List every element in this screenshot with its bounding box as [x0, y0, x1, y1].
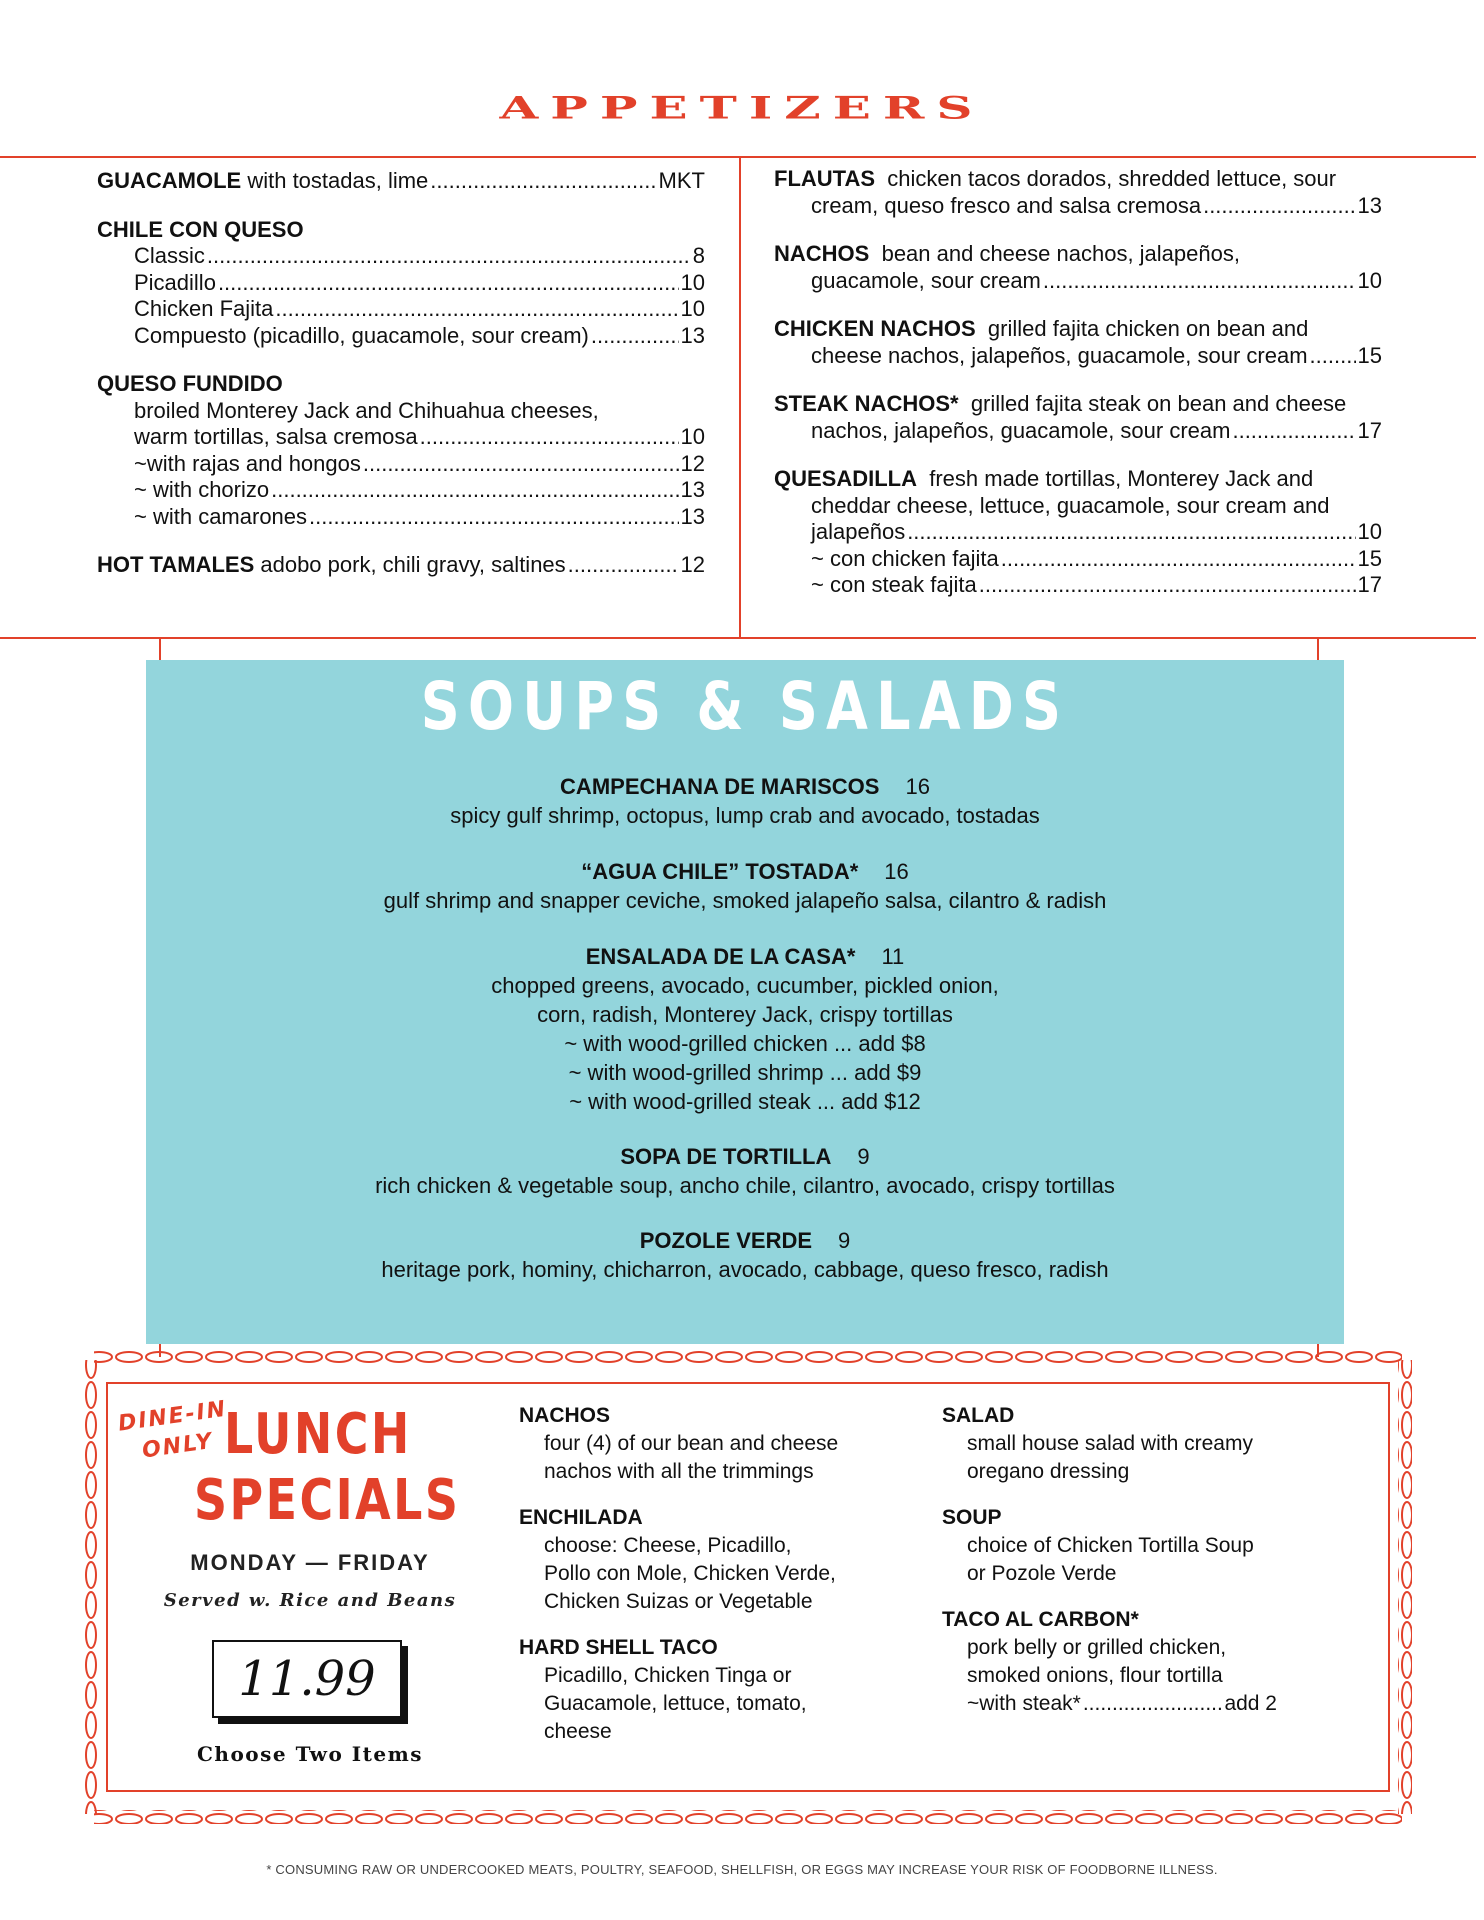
- item-desc: pork belly or grilled chicken,: [967, 1636, 1227, 1659]
- lunch-item-nachos: [519, 1402, 899, 1486]
- item-price: 16: [884, 859, 909, 884]
- item-desc: fresh made tortillas, Monterey Jack and: [929, 466, 1314, 491]
- item-option: Chicken Fajita ..... 10: [134, 296, 705, 323]
- menu-item-nachos: [774, 241, 1382, 294]
- lunch-right-column: [942, 1402, 1322, 1736]
- lunch-served-with: Served w. Rice and Beans: [163, 1590, 457, 1611]
- menu-item-steak-nachos: [774, 391, 1382, 444]
- item-option: ~ con steak fajita ..... 17: [811, 572, 1382, 599]
- item-desc: four (4) of our bean and cheese: [544, 1432, 839, 1455]
- item-desc: broiled Monterey Jack and Chihuahua cheeses,: [134, 397, 599, 423]
- item-name: TACO AL CARBON*: [942, 1608, 1139, 1631]
- item-option: ~ with camarones ..... 13: [134, 504, 705, 531]
- item-desc: chopped greens, avocado, cucumber, pickled onion,: [491, 973, 999, 998]
- item-price: 9: [838, 1228, 851, 1253]
- item-name: POZOLE VERDE: [639, 1228, 813, 1253]
- item-desc: chicken tacos dorados, shredded lettuce, sour: [887, 166, 1337, 191]
- item-desc: adobo pork, chili gravy, saltines: [254, 552, 566, 577]
- item-desc: choose: Cheese, Picadillo,: [544, 1534, 792, 1557]
- appetizers-left-column: [97, 168, 705, 601]
- item-desc: cheese: [544, 1720, 612, 1743]
- item-desc: smoked onions, flour tortilla: [967, 1664, 1223, 1687]
- lunch-heading: LUNCH: [224, 1402, 412, 1467]
- item-desc: or Pozole Verde: [967, 1562, 1117, 1585]
- item-desc: gulf shrimp and snapper ceviche, smoked jalapeño salsa, cilantro & radish: [383, 888, 1107, 913]
- item-desc: cheddar cheese, lettuce, guacamole, sour cream and: [811, 492, 1330, 518]
- item-desc: spicy gulf shrimp, octopus, lump crab and avocado, tostadas: [450, 803, 1040, 828]
- item-price: 13: [1357, 192, 1382, 218]
- item-name: HARD SHELL TACO: [519, 1636, 718, 1659]
- item-option: ~ con chicken fajita ..... 15: [811, 546, 1382, 573]
- item-desc: jalapeños: [811, 519, 906, 544]
- appetizers-right-column: [774, 166, 1382, 621]
- menu-item-quesadilla: [774, 466, 1382, 599]
- lunch-item-salad: [942, 1402, 1322, 1486]
- item-name: GUACAMOLE: [97, 168, 242, 193]
- menu-item-flautas: [774, 166, 1382, 219]
- item-name: CHICKEN NACHOS: [774, 316, 976, 341]
- item-price: 11: [881, 944, 905, 969]
- item-desc: corn, radish, Monterey Jack, crispy tortillas: [537, 1002, 953, 1027]
- item-desc: grilled fajita steak on bean and cheese: [970, 391, 1347, 416]
- item-desc: warm tortillas, salsa cremosa: [134, 424, 418, 449]
- menu-item-queso-fundido: [97, 371, 705, 530]
- item-desc: grilled fajita chicken on bean and: [987, 316, 1309, 341]
- item-name: NACHOS: [774, 241, 870, 266]
- appetizers-column-divider: [739, 156, 741, 637]
- item-desc: small house salad with creamy: [967, 1432, 1253, 1455]
- item-desc: Pollo con Mole, Chicken Verde,: [544, 1562, 836, 1585]
- item-price: 17: [1357, 417, 1382, 443]
- menu-item-hot-tamales: [97, 552, 705, 579]
- item-name: NACHOS: [519, 1404, 611, 1427]
- item-price: 10: [680, 424, 705, 449]
- lunch-choose-label: Choose Two Items: [196, 1742, 424, 1766]
- item-addon: ~ with wood-grilled shrimp ... add $9: [568, 1060, 922, 1085]
- item-price: 10: [1357, 519, 1382, 544]
- item-name: SOUP: [942, 1506, 1002, 1529]
- item-price: 10: [1357, 267, 1382, 293]
- item-option: Picadillo ..... 10: [134, 270, 705, 297]
- lunch-price-badge: 11.99: [212, 1640, 402, 1718]
- item-option: ~ with chorizo ..... 13: [134, 477, 705, 504]
- item-price: 15: [1357, 342, 1382, 368]
- item-desc: choice of Chicken Tortilla Soup: [967, 1534, 1254, 1557]
- soup-item-sopa-de-tortilla: [146, 1142, 1344, 1200]
- item-name: ENSALADA DE LA CASA*: [585, 944, 856, 969]
- soups-salads-heading: SOUPS & SALADS: [420, 668, 1070, 745]
- lunch-days: MONDAY — FRIDAY: [190, 1550, 430, 1575]
- item-desc: rich chicken & vegetable soup, ancho chile, cilantro, avocado, crispy tortillas: [375, 1173, 1115, 1198]
- menu-item-chile-con-queso: [97, 217, 705, 350]
- item-price: 9: [857, 1144, 870, 1169]
- soup-item-pozole-verde: [146, 1226, 1344, 1284]
- item-price: 12: [680, 552, 705, 577]
- item-name: ENCHILADA: [519, 1506, 643, 1529]
- menu-item-guacamole: [97, 168, 705, 195]
- item-price: 16: [905, 774, 930, 799]
- item-desc: Chicken Suizas or Vegetable: [544, 1590, 813, 1613]
- item-name: QUESO FUNDIDO: [97, 371, 283, 396]
- item-desc: cheese nachos, jalapeños, guacamole, sour cream: [811, 342, 1308, 368]
- item-desc: oregano dressing: [967, 1460, 1130, 1483]
- appetizers-top-rule: [0, 156, 1476, 158]
- lunch-item-soup: [942, 1504, 1322, 1588]
- soup-item-agua-chile: [146, 857, 1344, 915]
- item-price: MKT: [658, 168, 705, 193]
- item-desc: guacamole, sour cream: [811, 267, 1041, 293]
- lunch-middle-column: [519, 1402, 899, 1764]
- appetizers-heading: APPETIZERS: [499, 89, 985, 126]
- soup-item-ensalada: [146, 942, 1344, 1116]
- item-desc: with tostadas, lime: [241, 168, 429, 193]
- item-desc: bean and cheese nachos, jalapeños,: [881, 241, 1240, 266]
- item-name: CAMPECHANA DE MARISCOS: [560, 774, 880, 799]
- item-option: Classic ..... 8: [134, 243, 705, 270]
- item-desc: nachos, jalapeños, guacamole, sour cream: [811, 417, 1231, 443]
- dine-in-only-label: DINE-IN ONLY: [116, 1396, 229, 1464]
- item-name: HOT TAMALES: [97, 552, 255, 577]
- item-name: “AGUA CHILE” TOSTADA*: [581, 859, 859, 884]
- lunch-item-taco-al-carbon: [942, 1606, 1322, 1718]
- lunch-item-hard-shell-taco: [519, 1634, 899, 1746]
- appetizers-bottom-rule: [0, 637, 1476, 639]
- lunch-item-enchilada: [519, 1504, 899, 1616]
- item-addon: ~with steak* ..... add 2: [942, 1690, 1277, 1718]
- menu-item-chicken-nachos: [774, 316, 1382, 369]
- item-desc: Guacamole, lettuce, tomato,: [544, 1692, 807, 1715]
- soup-item-campechana: [146, 772, 1344, 830]
- health-warning-footnote: * CONSUMING RAW OR UNDERCOOKED MEATS, POULTRY, SEAFOOD, SHELLFISH, OR EGGS MAY INCREASE YOUR RISK OF FOODBORNE ILLNESS.: [266, 1862, 1218, 1877]
- item-name: SOPA DE TORTILLA: [620, 1144, 832, 1169]
- item-addon: ~ with wood-grilled steak ... add $12: [569, 1089, 921, 1114]
- item-name: SALAD: [942, 1404, 1015, 1427]
- item-desc: nachos with all the trimmings: [544, 1460, 814, 1483]
- item-addon: ~ with wood-grilled chicken ... add $8: [564, 1031, 926, 1056]
- item-desc: cream, queso fresco and salsa cremosa: [811, 192, 1202, 218]
- item-name: STEAK NACHOS*: [774, 391, 959, 416]
- item-desc: Picadillo, Chicken Tinga or: [544, 1664, 792, 1687]
- specials-heading: SPECIALS: [194, 1468, 461, 1533]
- item-name: FLAUTAS: [774, 166, 876, 191]
- item-name: QUESADILLA: [774, 466, 917, 491]
- item-option: ~with rajas and hongos ..... 12: [134, 451, 705, 478]
- item-name: CHILE CON QUESO: [97, 216, 304, 242]
- item-option: Compuesto (picadillo, guacamole, sour cream) ..... 13: [134, 323, 705, 350]
- item-desc: heritage pork, hominy, chicharron, avocado, cabbage, queso fresco, radish: [381, 1257, 1109, 1282]
